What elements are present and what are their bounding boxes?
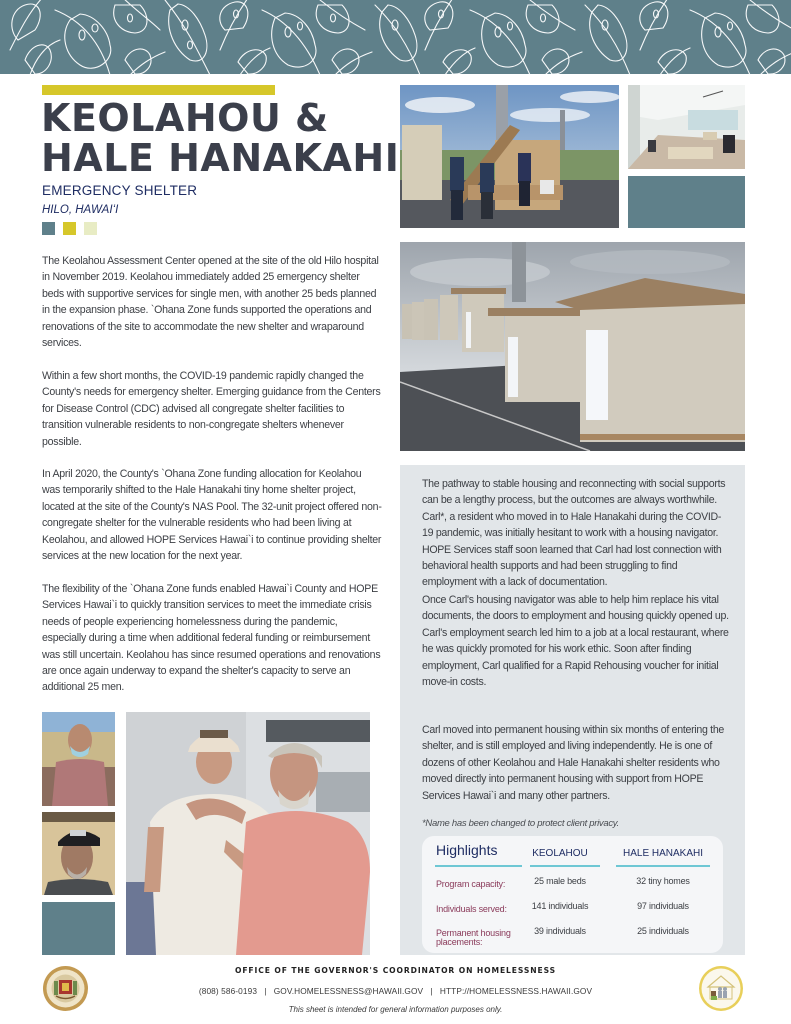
highlights-divider-1 <box>435 865 522 867</box>
highlights-cell: 141 individuals <box>531 901 589 911</box>
covid-paragraph: Within a few short months, the COVID-19 pandemic rapidly changed the County's needs for emergency shelter. Emerging guidance from the Centers for Disease Control (CDC) advised all congregate shelter facilities to transition vulnerable residents to non-congregate shelters whenever possible. <box>42 370 381 448</box>
monstera-leaf-pattern-icon <box>0 0 791 74</box>
highlights-row-label-line-1: Permanent housing <box>436 928 511 938</box>
swatch-teal <box>42 222 55 235</box>
highlights-cell: 32 tiny homes <box>636 876 690 886</box>
homelessness-council-seal-icon <box>698 965 744 1012</box>
story-paragraph-3: Carl moved into permanent housing within six months of entering the shelter, and is still employed and living independently. He is one of dozens of other Keolahou and Hale Hanakahi shelter residents who moved directly into permanent housing with support from HOPE Services Hawai`i and many other partners. <box>422 724 725 802</box>
highlights-column-keolahou: KEOLAHOU <box>532 848 588 859</box>
resident-portrait-2 <box>42 812 115 895</box>
resident-portrait-1 <box>42 712 115 806</box>
contact-line <box>0 986 791 996</box>
highlights-column-hale-hanakahi: HALE HANAKAHI <box>622 848 704 859</box>
flexibility-paragraph: The flexibility of the `Ohana Zone funds enabled Hawai`i County and HOPE Services Hawai`i to quickly transition services to meet the immediate crisis needs of people experiencing homelessness during the pandemic, especially during a time when additional federal funding or reimbursement was still uncertain. Keolahou has since resumed operations and renovations are once again underway to expand the shelter's capacity to serve an additional 25 men. <box>42 583 381 694</box>
highlights-row-label: Individuals served: <box>436 904 507 914</box>
header-leaf-banner <box>0 0 791 74</box>
highlights-row-label-line-2: placements: <box>436 937 483 947</box>
page-title <box>41 98 399 178</box>
tiny-homes-photo <box>400 242 745 451</box>
office-name: OFFICE OF THE GOVERNOR'S COORDINATOR ON HOMELESSNESS <box>234 966 556 975</box>
highlights-cell: 39 individuals <box>534 926 586 936</box>
highlights-title: Highlights <box>436 842 498 858</box>
website-link[interactable]: HTTP://HOMELESSNESS.HAWAII.GOV <box>439 986 593 996</box>
color-swatches <box>42 222 97 235</box>
construction-photo <box>400 85 619 228</box>
teal-accent-block-2 <box>42 902 115 955</box>
separator: | <box>425 986 438 996</box>
story-paragraph-2: Once Carl's housing navigator was able to help him replace his vital documents, the doors to employment and housing quickly opened up. Carl's employment search led him to a job at a local restaurant, where he was quickly promoted for his work ethic. Soon after finding employment, Carl qualified for a Rapid Rehousing voucher for initial move-in costs. <box>422 594 729 689</box>
intro-paragraph: The Keolahou Assessment Center opened at the site of the old Hilo hospital in November 2019. Keolahou immediately added 25 emergency shelter beds with supportive services for single men, with another 25 beds planned in the expansion phase. `Ohana Zone funds supported the operations and renovations of the site to accommodate the new shelter and wraparound services. <box>42 255 379 350</box>
email-link[interactable]: GOV.HOMELESSNESS@HAWAII.GOV <box>273 986 424 996</box>
highlights-card <box>422 836 723 953</box>
teal-accent-block <box>628 176 745 228</box>
location-label: HILO, HAWAIʻI <box>42 204 119 216</box>
highlights-cell: 25 male beds <box>534 876 586 886</box>
separator: | <box>259 986 272 996</box>
highlights-row-label <box>436 929 511 947</box>
highlights-cell: 25 individuals <box>637 926 689 936</box>
page-subtitle: EMERGENCY SHELTER <box>42 183 198 198</box>
disclaimer: This sheet is intended for general information purposes only. <box>288 1005 503 1014</box>
story-paragraph-1: The pathway to stable housing and reconnecting with social supports can be a lengthy process, but the outcomes are always worthwhile. Carl*, a resident who moved in to Hale Hanakahi during the COVID-19 pandemic, was initially hesitant to work with a housing navigator. HOPE Services staff soon learned that Carl had lost connection with behavioral health supports and had been struggling to find employment with a lack of documentation. <box>422 478 726 589</box>
highlights-divider-2 <box>530 865 600 867</box>
residents-pair-photo <box>126 712 370 955</box>
interior-photo <box>628 85 745 169</box>
client-story-panel <box>400 465 745 955</box>
swatch-pale-green <box>84 222 97 235</box>
page-title-line-2: HALE HANAKAHI <box>41 136 400 180</box>
highlights-cell: 97 individuals <box>637 901 689 911</box>
page-title-line-1: KEOLAHOU & <box>41 96 329 140</box>
swatch-mustard <box>63 222 76 235</box>
phone-number: (808) 586-0193 <box>198 986 258 996</box>
highlights-row-label: Program capacity: <box>436 879 506 889</box>
privacy-footnote: *Name has been changed to protect client privacy. <box>422 818 619 829</box>
funding-shift-paragraph: In April 2020, the County's `Ohana Zone funding allocation for Keolahou was temporarily shifted to the Hale Hanakahi tiny home shelter project, located at the site of the County's NAS Pool. The 32-unit project offered non-congregate shelter for the vulnerable residents who had been living at Keolahou, and allowed HOPE Services Hawai`i to continue providing shelter services at the new location for the next year. <box>42 468 382 563</box>
title-accent-bar <box>42 85 275 95</box>
highlights-divider-3 <box>616 865 710 867</box>
